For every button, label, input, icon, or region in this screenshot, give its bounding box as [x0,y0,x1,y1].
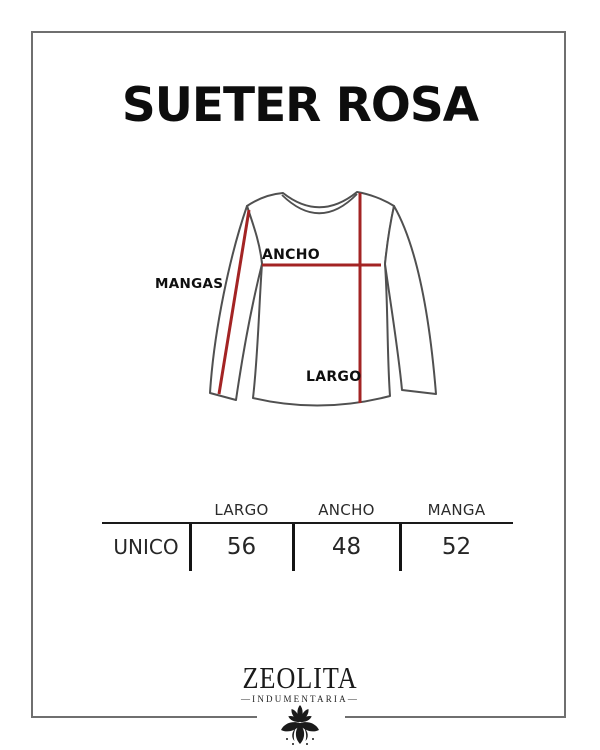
size-table-cell-size: UNICO [113,535,179,559]
brand-name: ZEOLITA [242,660,358,695]
page-title: SUETER ROSA [121,78,479,133]
sweater-left-sleeve [210,206,262,400]
size-table-header-ancho: ANCHO [318,501,375,519]
size-table-cell-ancho: 48 [331,534,362,560]
size-table-cell-manga: 52 [441,534,472,560]
largo-label: LARGO [306,369,362,385]
size-table-cell-largo: 56 [226,534,257,560]
sweater-right-sleeve [385,206,436,394]
size-table-header-manga: MANGA [427,501,486,519]
sweater-diagram [140,175,460,425]
size-table-header-largo: LARGO [214,501,269,519]
ancho-label: ANCHO [262,247,320,263]
mangas-label: MANGAS [155,276,224,292]
brand-tagline: —INDUMENTARIA— [240,694,360,704]
iris-flower-icon [278,703,322,747]
